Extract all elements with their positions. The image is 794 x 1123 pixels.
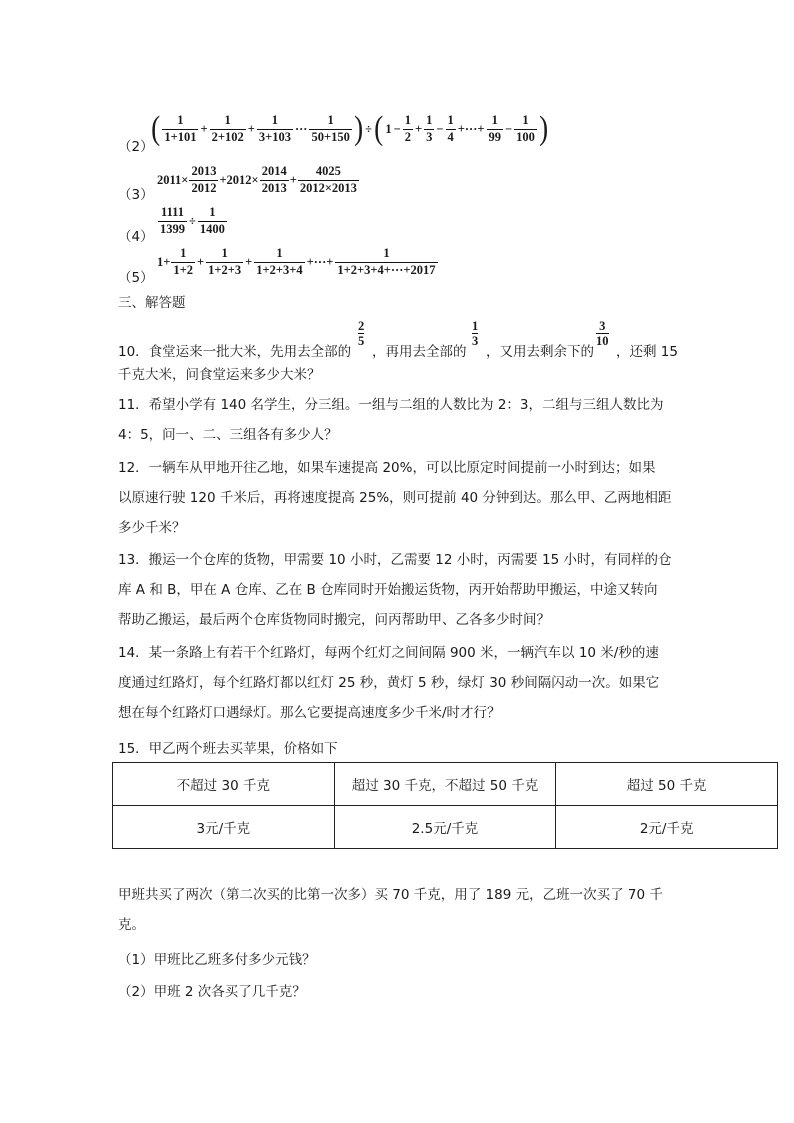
question-12: 12．一辆车从甲地开往乙地，如果车速提高 20%，可以比原定时间提前一小时到达；如果 以原速行驶 120 千米后，再将速度提高 25%，则可提前 40 分钟到达。那么甲、乙两地相距 多少千米？ [118, 460, 672, 536]
fraction: $\frac{2014}{2013}$ [261, 164, 287, 195]
question-10-text: ，再用去全部的 [372, 344, 467, 360]
fraction: $\frac{1}{4}$ [447, 113, 454, 144]
question-15-sub-2: （2）甲班 2 次各买了几千克？ [118, 984, 306, 1000]
fraction: $\frac{1111}{1399}$ [160, 205, 185, 236]
fraction: $\frac{1}{1+2}$ [173, 246, 193, 277]
expression-5: 1+ $\frac{1}{1+2}$ + $\frac{1}{1+2+3}$ + $\frac{1}{1+2+3+4}$ +···+ $\frac{1}{1+2+3+4+\cdot\cdot\cdot+2017}$ [157, 246, 436, 277]
table-cell: 3元/千克 [113, 806, 335, 849]
price-table [112, 762, 778, 849]
item-number-4: （4） [118, 229, 154, 245]
fraction: $\frac{1}{1400}$ [199, 205, 225, 236]
fraction: $\frac{1}{1+2+3}$ [208, 246, 242, 277]
question-10-text: ，还剩 15 [616, 344, 678, 360]
fraction: $\frac{1}{3+103}$ [258, 113, 291, 144]
fraction: $\frac{1}{2+102}$ [211, 113, 244, 144]
inline-fraction: 2 5 [358, 319, 365, 349]
right-paren: ) [539, 110, 549, 147]
question-14: 14．某一条路上有若干个红路灯，每两个红灯之间间隔 900 米，一辆汽车以 10 米/秒的速 度通过红路灯，每个红路灯都以红灯 25 秒，黄灯 5 秒，绿灯 30 秒间隔闪动一次。如果它 想在每个红路灯口遇绿灯。那么它要提高速度多少千米/时才行？ [118, 645, 660, 721]
table-row [113, 806, 778, 849]
question-10-text: 10．食堂运来一批大米，先用去全部的 [118, 344, 352, 360]
table-header-cell: 超过 50 千克 [556, 763, 778, 806]
fraction: $\frac{1}{1+2+3+4+\cdot\cdot\cdot+2017}$ [337, 246, 436, 277]
table-row [113, 763, 778, 806]
fraction: $\frac{1}{99}$ [488, 113, 502, 144]
fraction: $\frac{1}{3}$ [426, 113, 433, 144]
expression-4: $\frac{1111}{1399}$ ÷ $\frac{1}{1400}$ [160, 205, 225, 236]
fraction: $\frac{2013}{2012}$ [191, 164, 217, 195]
question-10-text: ，又用去剩余下的 [486, 344, 594, 360]
section-title: 三、解答题 [118, 295, 186, 311]
expression-2: ( $\frac{1}{1+101}$ + $\frac{1}{2+102}$ + $\frac{1}{3+103}$ ··· $\frac{1}{50+150}$ ) ÷ ( 1 − $\frac{1}{2}$ + $\frac{1}{3}$ − $\frac{1}{4}$ +···+ $\frac{1}{99}$ − $\frac{1}{100}$ ) [151, 110, 549, 147]
question-11: 11．希望小学有 140 名学生，分三组。一组与二组的人数比为 2：3，二组与三组人数比为 4：5，问一、二、三组各有多少人？ [118, 397, 664, 443]
item-number-5: （5） [118, 270, 154, 286]
fraction: $\frac{1}{100}$ [516, 113, 535, 144]
inline-fraction: 3 10 [596, 319, 609, 349]
question-15-body: 甲班共买了两次（第二次买的比第一次多）买 70 千克，用了 189 元，乙班一次买了 70 千 克。 [118, 887, 663, 933]
item-number-2: （2） [118, 139, 154, 155]
question-15-intro: 15．甲乙两个班去买苹果，价格如下 [118, 741, 338, 757]
item-number-3: （3） [118, 187, 154, 203]
fraction: $\frac{1}{2}$ [404, 113, 411, 144]
fraction: $\frac{1}{1+2+3+4}$ [256, 246, 303, 277]
question-13: 13．搬运一个仓库的货物，甲需要 10 小时，乙需要 12 小时，丙需要 15 小时，有同样的仓 库 A 和 B，甲在 A 仓库、乙在 B 仓库同时开始搬运货物，丙开始帮助甲搬运，中途又转向 帮助乙搬运，最后两个仓库货物同时搬完，问丙帮助甲、乙各多少时间？ [118, 552, 672, 628]
table-cell: 2元/千克 [556, 806, 778, 849]
right-paren: ) [353, 110, 364, 147]
fraction: $\frac{1}{1+101}$ [164, 113, 197, 144]
table-cell: 2.5元/千克 [334, 806, 556, 849]
left-paren: ( [151, 110, 161, 147]
fraction: $\frac{1}{50+150}$ [311, 113, 350, 144]
expression-3: 2011× $\frac{2013}{2012}$ +2012× $\frac{2014}{2013}$ + $\frac{4025}{2012\times 2013}$ [157, 164, 357, 195]
left-paren: ( [374, 110, 384, 147]
question-10-text: 千克大米，问食堂运来多少大米？ [118, 367, 321, 383]
table-header-cell: 超过 30 千克，不超过 50 千克 [334, 763, 556, 806]
fraction: $\frac{4025}{2012\times 2013}$ [299, 164, 357, 195]
question-15-sub-1: （1）甲班比乙班多付多少元钱？ [118, 952, 316, 968]
inline-fraction: 1 3 [472, 319, 479, 349]
table-header-cell: 不超过 30 千克 [113, 763, 335, 806]
